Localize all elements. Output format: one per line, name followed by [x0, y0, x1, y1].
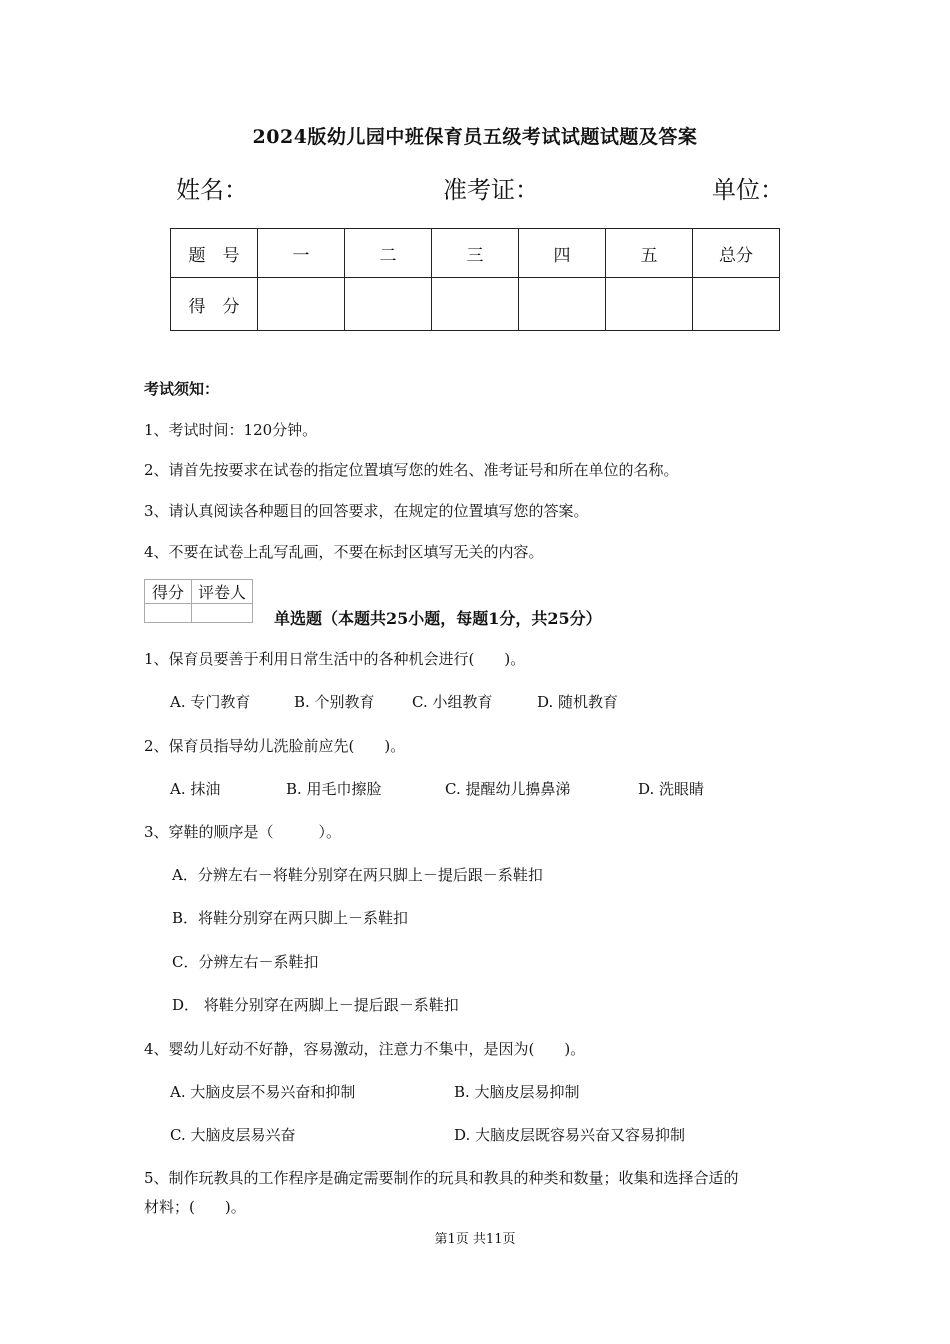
notice-item: 1、考试时间：120分钟。: [144, 421, 318, 439]
question-option: C. 提醒幼儿擤鼻涕: [445, 780, 571, 798]
question-option: A. 大脑皮层不易兴奋和抑制: [170, 1083, 356, 1101]
question-option: C. 小组教育: [412, 693, 493, 711]
score-table-header-cell: 四: [519, 229, 606, 278]
document-title: 2024版幼儿园中班保育员五级考试试题试题及答案: [252, 126, 698, 148]
grader-reviewer-label: 评卷人: [192, 580, 253, 604]
question-option: A. 抹油: [170, 780, 221, 798]
question-option: A．分辨左右－将鞋分别穿在两只脚上－提后跟－系鞋扣: [172, 866, 543, 884]
score-cell[interactable]: [519, 278, 606, 331]
grader-box: [144, 579, 253, 623]
notice-item: 2、请首先按要求在试卷的指定位置填写您的姓名、准考证号和所在单位的名称。: [144, 461, 679, 479]
score-table-header-cell: 题 号: [171, 229, 258, 278]
notice-item: 3、请认真阅读各种题目的回答要求，在规定的位置填写您的答案。: [144, 502, 589, 520]
score-cell[interactable]: [432, 278, 519, 331]
question-stem: 2、保育员指导幼儿洗脸前应先( )。: [144, 737, 406, 755]
score-table: [170, 228, 780, 331]
notice-heading: 考试须知：: [144, 380, 220, 398]
question-option: A. 专门教育: [170, 693, 251, 711]
score-table-header-cell: 三: [432, 229, 519, 278]
score-cell[interactable]: [606, 278, 693, 331]
question-option: D. 随机教育: [537, 693, 619, 711]
score-table-header-cell: 总分: [693, 229, 780, 278]
question-option: B. 大脑皮层易抑制: [454, 1083, 580, 1101]
unit-field-label: 单位：: [712, 176, 784, 204]
question-option: B．将鞋分别穿在两只脚上－系鞋扣: [172, 909, 409, 927]
score-table-row-label: 得 分: [171, 278, 258, 331]
question-option: D． 将鞋分别穿在两脚上－提后跟－系鞋扣: [172, 996, 459, 1014]
question-option: C. 大脑皮层易兴奋: [170, 1126, 296, 1144]
question-stem-continued: 材料；( )。: [144, 1198, 246, 1216]
score-cell[interactable]: [345, 278, 432, 331]
grader-score-cell[interactable]: [145, 604, 192, 623]
score-table-header-cell: 一: [258, 229, 345, 278]
score-table-header-row: [171, 229, 780, 278]
score-table-header-cell: 五: [606, 229, 693, 278]
question-option: D. 大脑皮层既容易兴奋又容易抑制: [454, 1126, 686, 1144]
grader-score-label: 得分: [145, 580, 192, 604]
grader-box-header-row: [145, 580, 253, 604]
grader-reviewer-cell[interactable]: [192, 604, 253, 623]
question-stem: 3、穿鞋的顺序是（ ）。: [144, 823, 342, 841]
score-cell[interactable]: [258, 278, 345, 331]
page-footer: 第1页 共11页: [434, 1232, 516, 1247]
question-stem: 1、保育员要善于利用日常生活中的各种机会进行( )。: [144, 650, 526, 668]
name-field-label: 姓名：: [176, 176, 248, 204]
question-stem: 4、婴幼儿好动不好静，容易激动，注意力不集中，是因为( )。: [144, 1040, 586, 1058]
section-title: 单选题（本题共25小题，每题1分，共25分）: [274, 609, 602, 628]
question-option: D. 洗眼睛: [638, 780, 705, 798]
question-option: B. 用毛巾擦脸: [286, 780, 382, 798]
question-stem: 5、制作玩教具的工作程序是确定需要制作的玩具和教具的种类和数量；收集和选择合适的: [144, 1169, 739, 1187]
question-option: B. 个别教育: [294, 693, 375, 711]
question-option: C．分辨左右－系鞋扣: [172, 953, 319, 971]
score-cell[interactable]: [693, 278, 780, 331]
exam-id-field-label: 准考证：: [443, 176, 539, 204]
score-table-score-row: [171, 278, 780, 331]
grader-box-blank-row: [145, 604, 253, 623]
notice-item: 4、不要在试卷上乱写乱画，不要在标封区填写无关的内容。: [144, 543, 544, 561]
score-table-header-cell: 二: [345, 229, 432, 278]
